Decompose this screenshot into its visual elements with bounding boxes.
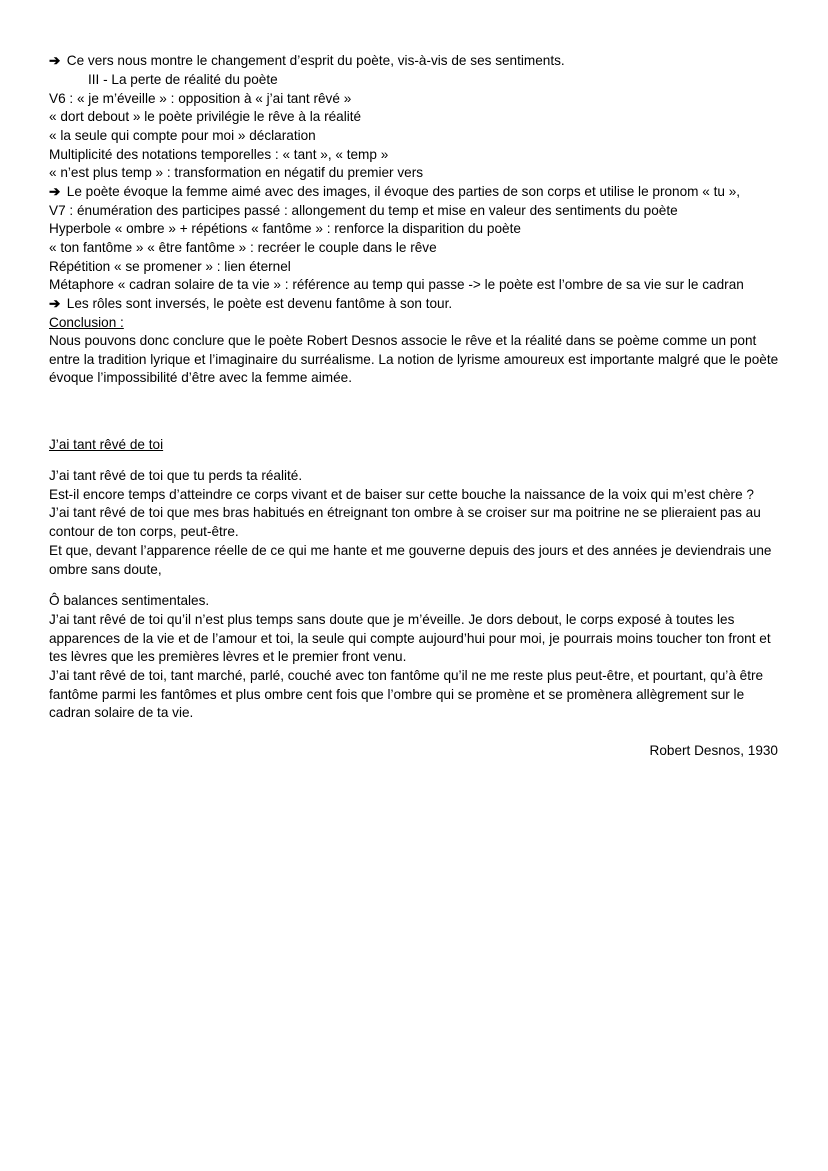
analysis-line-5: Multiplicité des notations temporelles : « tant », « temp »	[49, 147, 389, 162]
analysis-line-12: Métaphore « cadran solaire de ta vie » : référence au temp qui passe -> le poète est l’ombre de sa vie sur le cadran	[49, 277, 744, 292]
analysis-line-10: « ton fantôme » « être fantôme » : recréer le couple dans le rêve	[49, 240, 437, 255]
analysis-line-1	[49, 52, 565, 70]
poem-stanza2-line1: Ô balances sentimentales.	[49, 593, 210, 608]
analysis-text: Les rôles sont inversés, le poète est devenu fantôme à son tour.	[66, 296, 453, 311]
analysis-line-2: V6 : « je m’éveille » : opposition à « j’ai tant rêvé »	[49, 91, 352, 106]
poem-stanza1-line1: J’ai tant rêvé de toi que tu perds ta réalité.	[49, 468, 303, 483]
section-heading: III - La perte de réalité du poète	[88, 72, 278, 87]
poem-stanza1-line2: Est-il encore temps d’atteindre ce corps vivant et de baiser sur cette bouche la naissance de la voix qui m’est chère ?	[49, 487, 754, 502]
analysis-line-9: Hyperbole « ombre » + répétions « fantôme » : renforce la disparition du poète	[49, 221, 521, 236]
conclusion-heading: Conclusion :	[49, 315, 124, 330]
arrow-right-icon: ➔	[49, 53, 61, 68]
poem-stanza1-line4: Et que, devant l’apparence réelle de ce qui me hante et me gouverne depuis des jours et des années je deviendrais une ombre sans doute,	[49, 543, 772, 577]
poem-signature: Robert Desnos, 1930	[649, 743, 778, 758]
analysis-text: Ce vers nous montre le changement d’esprit du poète, vis-à-vis de ses sentiments.	[66, 53, 565, 68]
poem-stanza2-line2: J’ai tant rêvé de toi qu’il n’est plus temps sans doute que je m’éveille. Je dors debout, le corps exposé à toutes les apparences de la vie et de l’amour et toi, la seule qui compte aujourd’hui pour moi, je pourrais moins toucher ton front et tes lèvres que les premières lèvres et le premier front venu.	[49, 612, 771, 665]
analysis-text: Le poète évoque la femme aimé avec des images, il évoque des parties de son corps et utilise le pronom « tu »,	[66, 184, 741, 199]
analysis-line-8: V7 : énumération des participes passé : allongement du temp et mise en valeur des sentiments du poète	[49, 203, 678, 218]
analysis-line-13	[49, 295, 452, 313]
analysis-line-11: Répétition « se promener » : lien éternel	[49, 259, 291, 274]
analysis-line-4: « la seule qui compte pour moi » déclaration	[49, 128, 316, 143]
conclusion-paragraph: Nous pouvons donc conclure que le poète Robert Desnos associe le rêve et la réalité dans se poème comme un pont entre la tradition lyrique et l’imaginaire du surréalisme. La notion de lyrisme amoureux est importante malgré que le poète évoque l’impossibilité d’être avec la femme aimée.	[49, 333, 779, 386]
arrow-right-icon: ➔	[49, 296, 61, 311]
analysis-line-3: « dort debout » le poète privilégie le rêve à la réalité	[49, 109, 362, 124]
analysis-line-6: « n’est plus temp » : transformation en négatif du premier vers	[49, 165, 424, 180]
poem-title: J’ai tant rêvé de toi	[49, 437, 164, 452]
arrow-right-icon: ➔	[49, 184, 61, 199]
poem-stanza1-line3: J’ai tant rêvé de toi que mes bras habitués en étreignant ton ombre à se croiser sur ma poitrine ne se plieraient pas au contour de ton corps, peut-être.	[49, 505, 761, 539]
analysis-line-7	[49, 183, 740, 201]
poem-stanza2-line3: J’ai tant rêvé de toi, tant marché, parlé, couché avec ton fantôme qu’il ne me reste plus peut-être, et pourtant, qu’à être fantôme parmi les fantômes et plus ombre cent fois que l’ombre qui se promène et se promènera allègrement sur le cadran solaire de ta vie.	[49, 668, 764, 721]
